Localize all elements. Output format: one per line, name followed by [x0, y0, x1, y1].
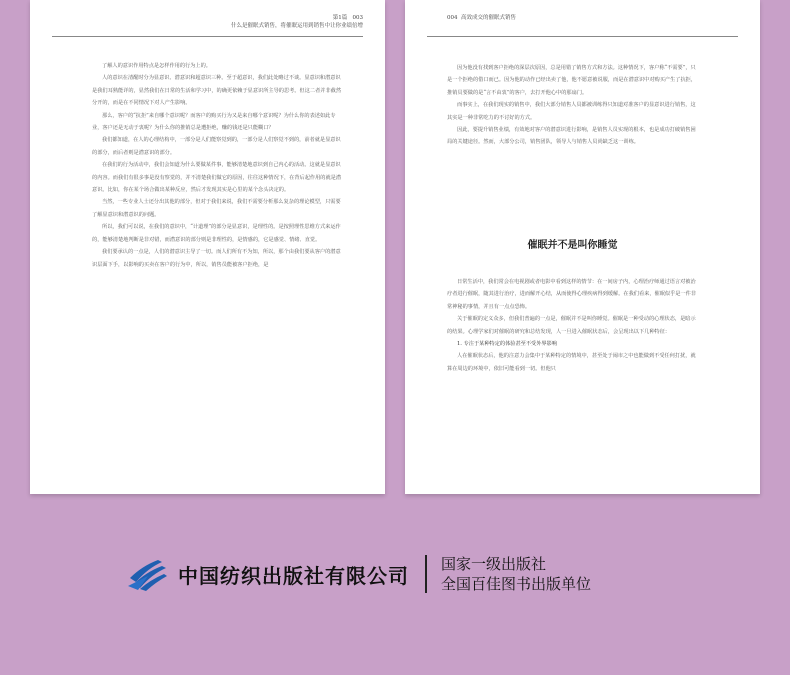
paragraph: 人的意识在清醒时分为显意识、潜意识和超意识三种。至于超意识，我们此处略过不谈。显意识和潜意识是我们耳熟能详的，显然我们在日常的生活和学习中，的确更依赖于显意识所主导的思考。但这二者并非截然分开的，而是在不同情况下对人产生影响。 [92, 75, 342, 107]
paragraph: 在我们的行为活动中，我们会知道为什么要做某件事，能够清楚地意识到自己内心的活动。这就是显意识的内容。而我们有很多事是没有察觉的，并不清楚我们做它的原因，往往这种情况下，在背后起作用的就是潜意识。比如，你在某个场合做出某种反应，然后才发现其实是心里的某个念头决定的。 [92, 162, 342, 194]
running-head-left [231, 14, 363, 30]
paragraph: 当然，一些专业人士还分出其他的部分，但对于我们来说，我们不需要分析那么复杂的理论模型，只需要了解显意识和潜意识的问题。 [92, 199, 341, 218]
paragraph: 所以，我们可以说，在我们的意识中，“计道理”的部分是显意识，是理性的。是按照理性思维方式来运作的，能够清楚地判断是非对错，而潜意识的部分则是非理性的，是情感的，它是感觉、情绪、直觉。 [92, 224, 341, 243]
header-rule-left [52, 36, 363, 37]
book-page-left [30, 0, 385, 494]
publisher-divider [425, 555, 427, 593]
page-number-right: 004 [447, 15, 458, 21]
header-rule-right [427, 36, 738, 37]
chapter-label: 第1篇 [332, 15, 348, 21]
running-head-subtitle-right: 高效成交的催眠式销售 [461, 15, 517, 21]
paragraph: 人在催眠状态后，他的注意力会集中于某种特定的情境中，甚至处于闹市之中也能做到不受任何打扰，就算在周边的环境中，依旧可能看到一切。但他只 [447, 353, 696, 372]
publisher-tag-1: 国家一级出版社 [441, 555, 547, 573]
publisher-name: 中国纺织出版社有限公司 [178, 563, 409, 588]
page-number-left: 003 [352, 15, 363, 21]
section-title: 催眠并不是叫你睡觉 [527, 240, 618, 251]
running-head-subtitle-left: 什么是催眠式销售，将催眠运用到销售中让你业绩倍增 [230, 23, 363, 29]
publisher-tags [441, 554, 591, 594]
paragraph: 因为他没有找到客户拒绝的深层次原因，总是用错了销售方式和方法。这种情况下，客户称“不需要”，只是一个拒绝的借口而已。因为他的动作已经出卖了他，他不愿意被说服，而是在潜意识中对购买产生了抗拒，推销员要做的是“言不由衷”的客户，去打开他心中的那扇门。 [447, 65, 697, 96]
paragraph: 而事实上，在我们现实的销售中，我们大部分销售人员都被训练得只知道对准客户的显意识进行销售，这其实是一种非常吃力的不讨好的方式。 [447, 102, 696, 121]
paragraph: 因此，要提升销售业绩，有效地对客户的潜意识进行影响，是销售人员实现的根本，也是成功打破销售困局的关键途径。然而，大部分公司，销售团队，领导人与销售人员尚缺乏这一训练。 [447, 127, 696, 146]
book-page-right [405, 0, 760, 494]
body-text-right-bottom [447, 276, 698, 375]
running-head-right [447, 14, 516, 22]
body-text-left [92, 60, 341, 271]
list-heading: 1. 专注于某种特定的体验甚至不受外界影响 [457, 341, 557, 348]
paragraph: 关于催眠的定义众多，但我们普遍的一点是，催眠并不是叫你睡觉。催眠是一种受动的心理状态，是暗示的结果。心理学家们对催眠的研究和总结发现，人一旦进入催眠状态后，会呈现出以下几种特征： [447, 316, 696, 335]
paragraph: 我们要承认的一点是，人们的潜意识主导了一切。而人们所有不为知，所以，那个由我们要从客户的潜意识层面下手，以影响的买卖在客户的行为中，所以，销售员能被客户拒绝，是 [92, 249, 341, 268]
paragraph: 我们都知道，在人的心理结构中，一部分是人们能察觉到的，一部分是人们察觉不到的，前者就是显意识的部分，而后者则是潜意识的部分。 [92, 137, 341, 156]
paragraph: 了解人的意识作用特点是怎样作用的行为上的。 [102, 63, 211, 69]
publisher-banner [128, 552, 591, 596]
paragraph: 那么，客户的“抗拒”来自哪个意识呢？而客户的购买行为又是来自哪个意识呢？为什么你的表述如此专业，客户还是无动于衷呢？为什么你的推销总是遭拒绝，赚的钱还是只能糊口？ [92, 112, 336, 132]
publisher-tag-2: 全国百佳图书出版单位 [441, 575, 592, 593]
paragraph: 日常生活中，我们常会在电视剧或者电影中看到这样的情节：在一间房子内，心理治疗师通过语言对被治疗者进行催眠，随其进行治疗，进而解开心结，从而使得心理疾病得到缓解。在我们看来，催眠似乎是一件非常神秘的事情，并且有一点点恐怖。 [447, 279, 697, 310]
publisher-logo-icon [128, 556, 168, 592]
body-text-right-top [447, 62, 698, 149]
